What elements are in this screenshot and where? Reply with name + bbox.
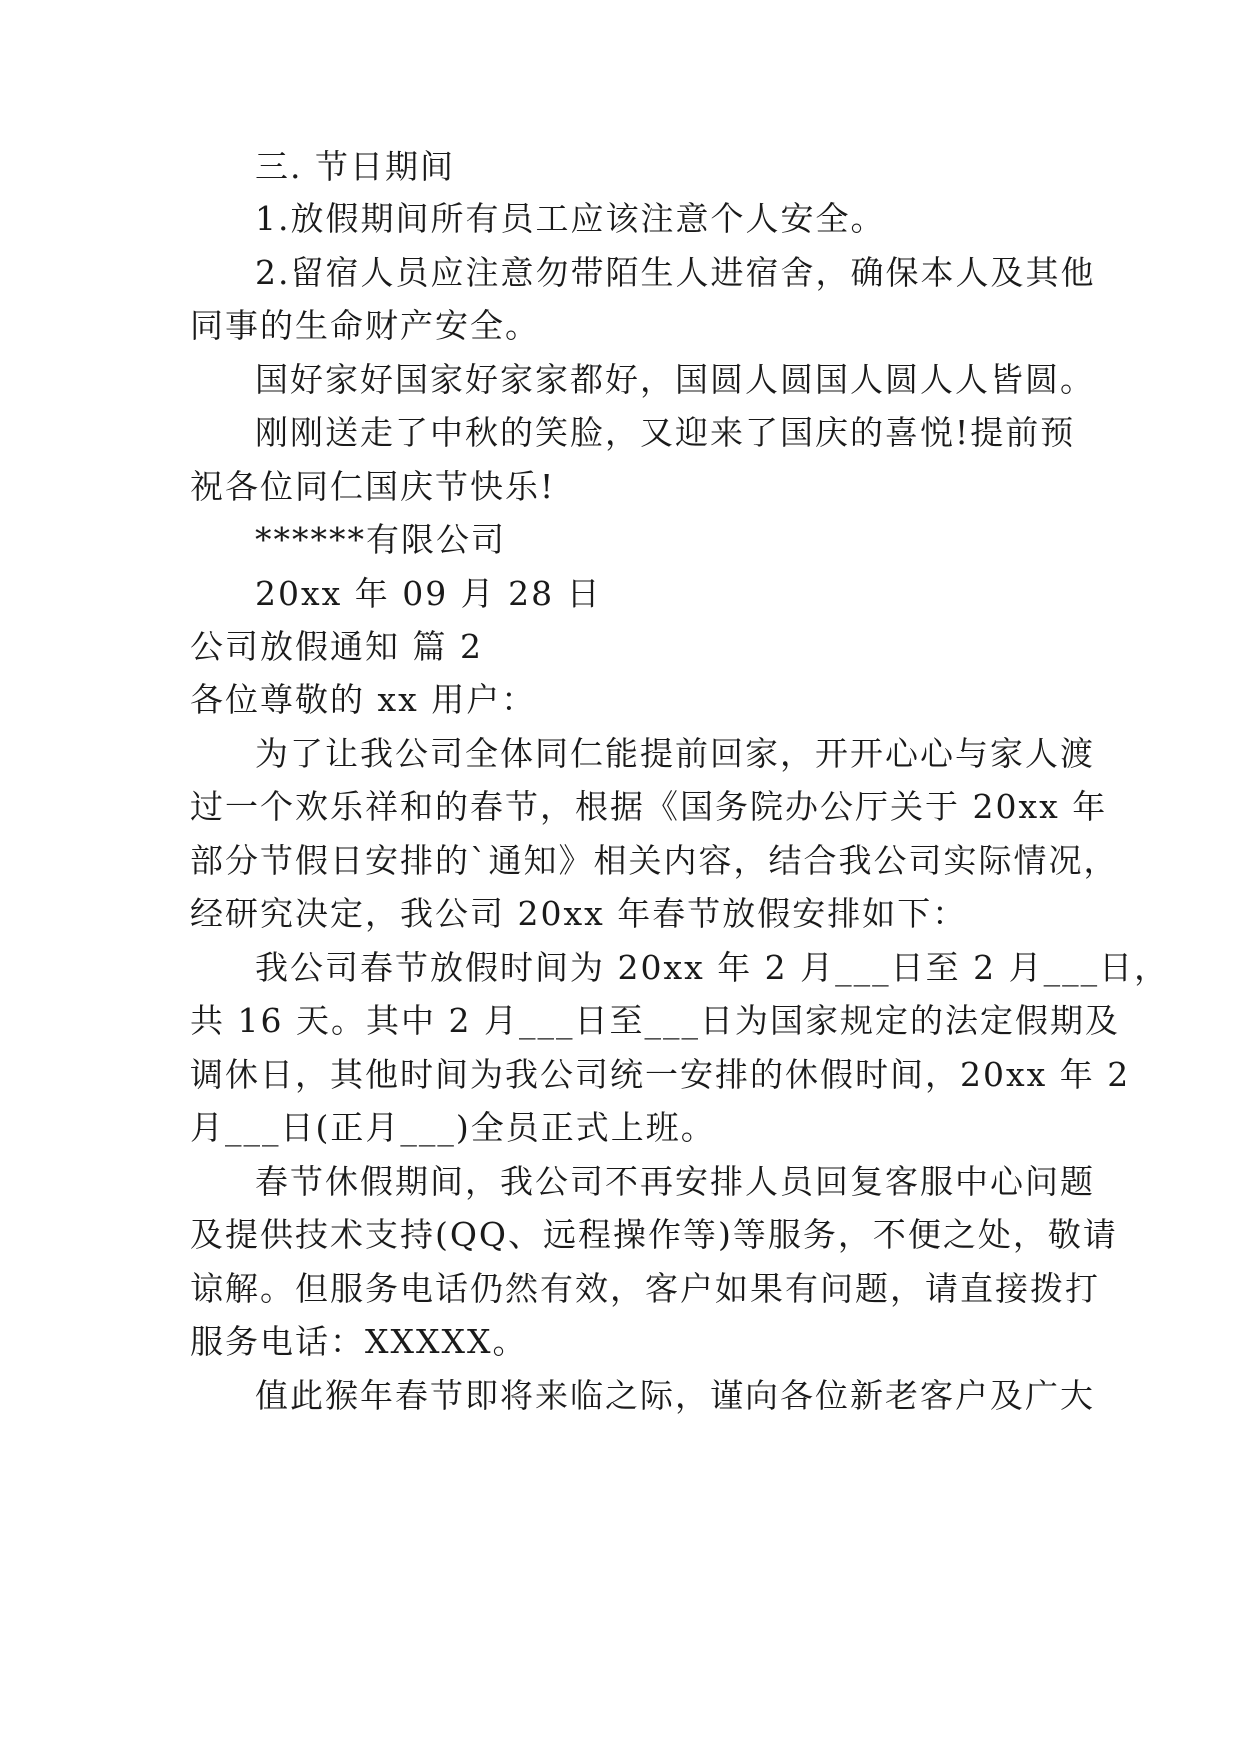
- company-signature: ******有限公司: [255, 520, 506, 559]
- paragraph-line: 春节休假期间，我公司不再安排人员回复客服中心问题: [255, 1162, 1095, 1201]
- salutation: 各位尊敬的 xx 用户：: [190, 680, 537, 719]
- paragraph-line: 值此猴年春节即将来临之际，谨向各位新老客户及广大: [255, 1376, 1095, 1415]
- paragraph-line: 刚刚送走了中秋的笑脸，又迎来了国庆的喜悦!提前预: [255, 413, 1076, 452]
- paragraph-line: 同事的生命财产安全。: [190, 306, 540, 345]
- paragraph-line: 祝各位同仁国庆节快乐!: [190, 467, 556, 506]
- paragraph-line: 我公司春节放假时间为 20xx 年 2 月___日至 2 月___日，: [255, 948, 1170, 987]
- section-heading: 三. 节日期间: [255, 147, 455, 186]
- paragraph-line: 过一个欢乐祥和的春节，根据《国务院办公厅关于 20xx 年: [190, 787, 1108, 826]
- paragraph-line: 月___日(正月___)全员正式上班。: [190, 1108, 716, 1147]
- paragraph-line: 2.留宿人员应注意勿带陌生人进宿舍，确保本人及其他: [255, 253, 1096, 292]
- paragraph-line: 经研究决定，我公司 20xx 年春节放假安排如下：: [190, 894, 968, 933]
- paragraph-line: 共 16 天。其中 2 月___日至___日为国家规定的法定假期及: [190, 1001, 1120, 1040]
- paragraph-line: 1.放假期间所有员工应该注意个人安全。: [255, 199, 886, 238]
- paragraph-line: 调休日，其他时间为我公司统一安排的休假时间，20xx 年 2: [190, 1055, 1131, 1094]
- paragraph-line: 部分节假日安排的`通知》相关内容，结合我公司实际情况，: [190, 841, 1119, 880]
- paragraph-line: 谅解。但服务电话仍然有效，客户如果有问题，请直接拨打: [190, 1269, 1100, 1308]
- paragraph-line: 为了让我公司全体同仁能提前回家，开开心心与家人渡: [255, 734, 1095, 773]
- section-title: 公司放假通知 篇 2: [190, 627, 483, 666]
- signature-date: 20xx 年 09 月 28 日: [255, 574, 602, 613]
- paragraph-line: 服务电话：XXXXX。: [190, 1322, 528, 1361]
- paragraph-line: 国好家好国家好家家都好，国圆人圆国人圆人人皆圆。: [255, 360, 1095, 399]
- paragraph-line: 及提供技术支持(QQ、远程操作等)等服务，不便之处，敬请: [190, 1215, 1118, 1254]
